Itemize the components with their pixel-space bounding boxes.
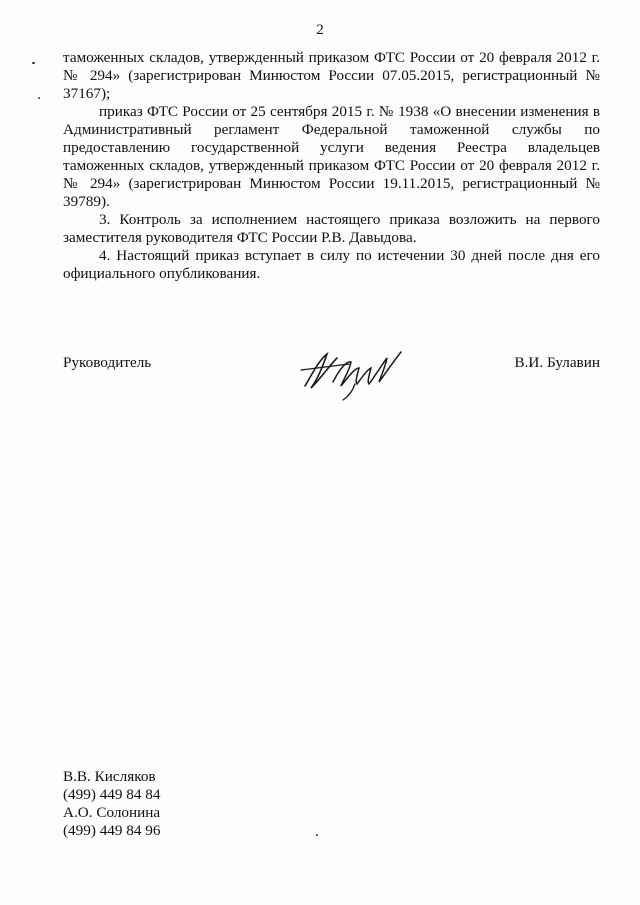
page-number: 2 <box>316 22 324 38</box>
document-body <box>63 49 600 283</box>
scan-artifact <box>38 97 40 99</box>
signatory-role: Руководитель <box>63 354 152 371</box>
scan-artifact <box>32 62 35 64</box>
handwritten-signature <box>297 346 407 402</box>
executor-contacts <box>63 768 160 840</box>
contact-phone: (499) 449 84 96 <box>63 822 161 839</box>
paragraph-orders-end: таможенных складов, утвержденный приказом ФТС России от 20 февраля 2012 г. № 294» (зарегистрирован Минюстом России 07.05.2015, регистрационный № 37167); <box>63 49 600 102</box>
contact-name: А.О. Солонина <box>63 804 161 821</box>
paragraph-order-1938: приказ ФТС России от 25 сентября 2015 г. № 1938 «О внесении изменения в Административный регламент Федеральной таможенной службы по предоставлению государственной услуги ведения Реестра владельцев таможенных складов, утвержденный приказом ФТС России от 20 февраля 2012 г. № 294» (зарегистрирован Минюстом России 19.11.2015, регистрационный № 39789). <box>63 103 600 210</box>
contact-name: В.В. Кисляков <box>63 768 156 785</box>
signatory-name: В.И. Булавин <box>514 354 600 371</box>
paragraph-item-4: 4. Настоящий приказ вступает в силу по истечении 30 дней после дня его официального опубликования. <box>63 247 600 282</box>
contact-phone: (499) 449 84 84 <box>63 786 161 803</box>
signature-block <box>63 346 600 406</box>
paragraph-item-3: 3. Контроль за исполнением настоящего приказа возложить на первого заместителя руководителя ФТС России Р.В. Давыдова. <box>63 211 600 246</box>
scan-artifact <box>316 834 318 836</box>
